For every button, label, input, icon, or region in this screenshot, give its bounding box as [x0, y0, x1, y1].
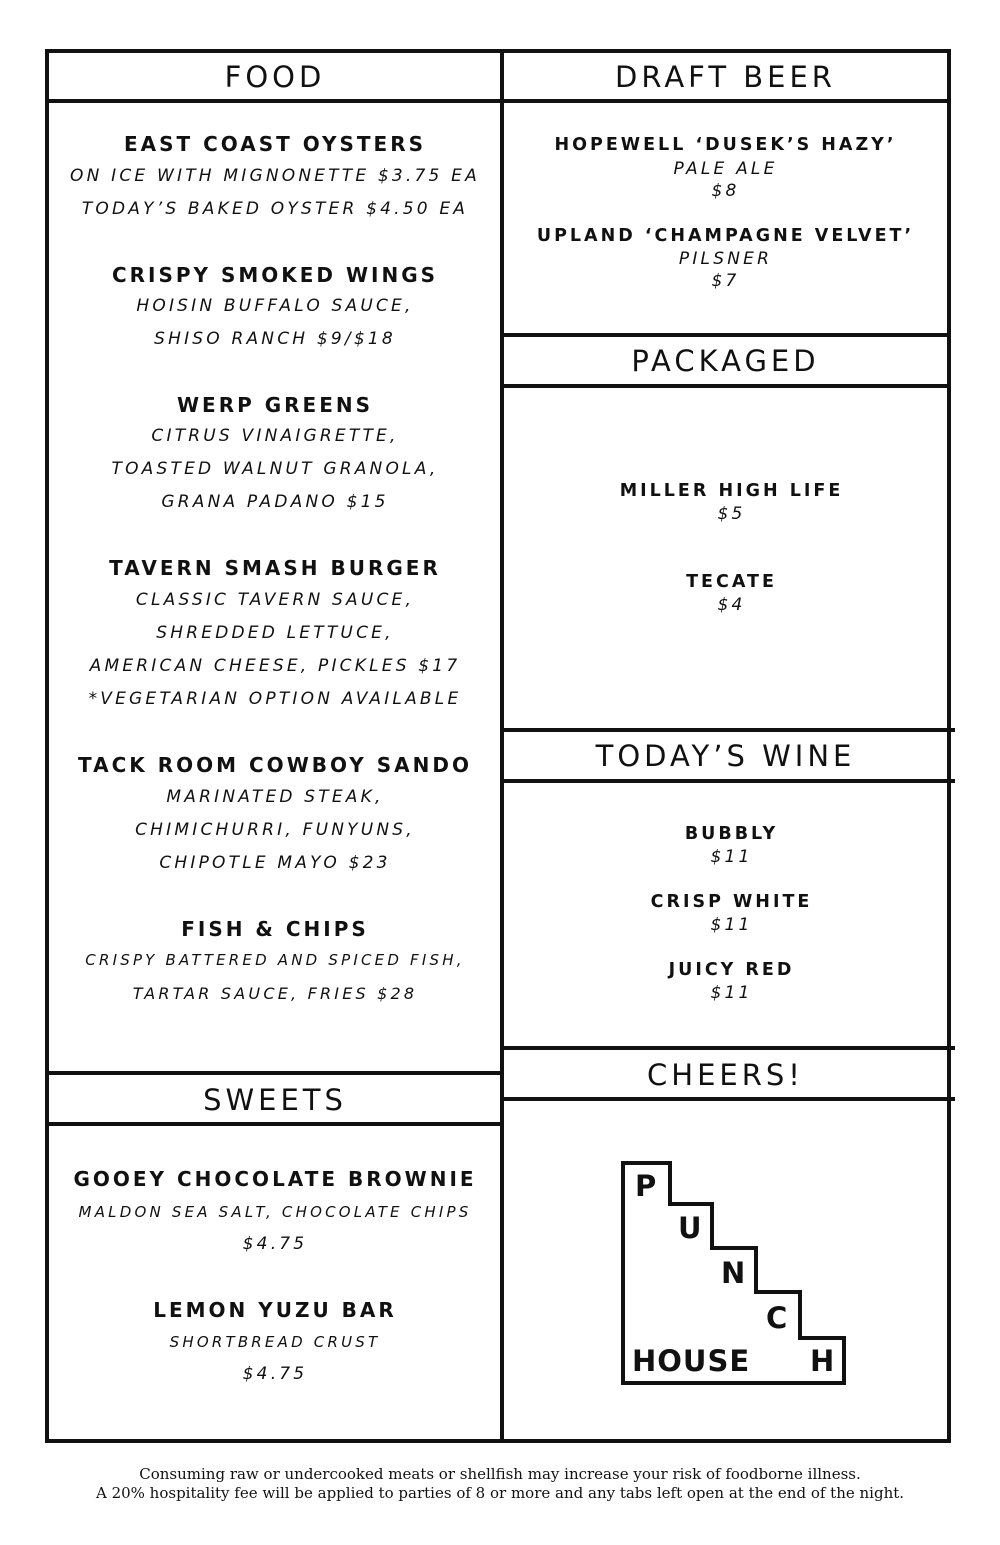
menu-item	[504, 228, 947, 295]
menu-item	[49, 265, 501, 363]
menu-item	[49, 755, 501, 887]
item-description: $11	[710, 983, 753, 1003]
menu-item	[504, 483, 959, 528]
item-name: TACK ROOM COWBOY SANDO	[78, 753, 472, 777]
menu-item	[504, 962, 959, 1007]
menu-item	[504, 826, 959, 871]
item-description: GRANA PADANO $15	[161, 492, 389, 512]
item-description: TODAY’S BAKED OYSTER $4.50 EA	[81, 199, 469, 219]
menu-item	[49, 134, 501, 233]
item-description: $7	[711, 271, 740, 291]
item-description: CRISPY BATTERED AND SPICED FISH,	[85, 951, 465, 969]
menu-item	[49, 1169, 501, 1268]
punch-house-logo	[620, 1160, 850, 1390]
sweets-top-rule	[49, 1071, 501, 1075]
item-description: AMERICAN CHEESE, PICKLES $17	[89, 656, 461, 676]
packaged-heading: PACKAGED	[631, 344, 820, 378]
item-name: CRISP WHITE	[650, 892, 813, 912]
item-description: CHIMICHURRI, FUNYUNS,	[135, 820, 415, 840]
cheers-top-rule	[504, 1046, 955, 1050]
food-list	[49, 134, 501, 1018]
item-description: $8	[711, 181, 740, 201]
item-name: HOPEWELL ‘DUSEK’S HAZY’	[554, 135, 897, 155]
item-description: CITRUS VINAIGRETTE,	[151, 426, 399, 446]
item-description: *VEGETARIAN OPTION AVAILABLE	[88, 689, 462, 709]
item-name: TAVERN SMASH BURGER	[109, 556, 441, 580]
hospitality-fee-note: A 20% hospitality fee will be applied to parties of 8 or more and any tabs left open at the end of the night.	[95, 1484, 905, 1502]
item-description: TOASTED WALNUT GRANOLA,	[111, 459, 439, 479]
item-name: EAST COAST OYSTERS	[123, 132, 427, 156]
item-description: SHREDDED LETTUCE,	[156, 623, 394, 643]
logo-letter-h: H	[810, 1344, 835, 1378]
food-header-rule	[49, 99, 501, 103]
sweets-heading: SWEETS	[203, 1083, 347, 1117]
item-description: CLASSIC TAVERN SAUCE,	[135, 590, 415, 610]
item-description: SHISO RANCH $9/$18	[154, 329, 396, 349]
item-description: HOISIN BUFFALO SAUCE,	[136, 296, 414, 316]
item-description: MARINATED STEAK,	[166, 787, 384, 807]
menu-item	[504, 894, 959, 939]
draft-beer-list	[504, 137, 947, 295]
menu-item	[49, 395, 501, 526]
item-name: TECATE	[686, 572, 777, 592]
item-name: GOOEY CHOCOLATE BROWNIE	[73, 1167, 477, 1191]
item-description: $11	[710, 915, 753, 935]
item-name: UPLAND ‘CHAMPAGNE VELVET’	[536, 226, 915, 246]
item-name: CRISPY SMOKED WINGS	[111, 263, 439, 287]
logo-word-house: HOUSE	[632, 1344, 751, 1378]
sweets-header-rule	[49, 1122, 501, 1126]
cheers-header-rule	[504, 1097, 955, 1101]
wine-list	[504, 826, 959, 1007]
sweets-list	[49, 1169, 501, 1398]
menu-item	[49, 1300, 501, 1398]
item-description: PILSNER	[678, 249, 773, 269]
item-description: SHORTBREAD CRUST	[169, 1333, 381, 1351]
item-description: $5	[717, 504, 746, 524]
beer-header-rule	[504, 99, 947, 103]
item-description: $4	[717, 595, 746, 615]
item-description: CHIPOTLE MAYO $23	[159, 853, 391, 873]
wine-header-rule	[504, 779, 955, 783]
item-description: $4.75	[242, 1234, 308, 1254]
item-description: PALE ALE	[673, 159, 778, 179]
item-description: ON ICE WITH MIGNONETTE $3.75 EA	[70, 166, 480, 186]
menu-item	[504, 137, 947, 205]
item-name: BUBBLY	[684, 824, 779, 844]
raw-food-warning: Consuming raw or undercooked meats or shellfish may increase your risk of foodborne illness.	[139, 1465, 861, 1483]
packaged-list	[504, 483, 959, 619]
footer-disclaimer	[0, 1465, 1000, 1503]
item-name: LEMON YUZU BAR	[153, 1298, 397, 1322]
logo-letter-p: P	[635, 1169, 657, 1203]
item-name: MILLER HIGH LIFE	[619, 481, 844, 501]
food-heading: FOOD	[224, 60, 326, 94]
menu-item	[49, 558, 501, 723]
item-description: $4.75	[242, 1364, 308, 1384]
item-description: MALDON SEA SALT, CHOCOLATE CHIPS	[78, 1203, 472, 1221]
logo-letter-n: N	[721, 1256, 746, 1290]
packaged-header-rule	[504, 384, 947, 388]
item-name: JUICY RED	[668, 960, 795, 980]
item-name: FISH & CHIPS	[181, 917, 369, 941]
menu-item	[49, 919, 501, 1018]
menu-item	[504, 574, 959, 619]
packaged-top-rule	[504, 333, 947, 337]
logo-letter-c: C	[766, 1301, 788, 1335]
wine-top-rule	[504, 728, 955, 732]
item-description: TARTAR SAUCE, FRIES $28	[132, 984, 418, 1003]
logo-letter-u: U	[678, 1211, 702, 1245]
item-description: $11	[710, 847, 753, 867]
wine-heading: TODAY’S WINE	[595, 739, 856, 773]
item-name: WERP GREENS	[176, 393, 374, 417]
cheers-heading: CHEERS!	[647, 1058, 804, 1092]
draft-beer-heading: DRAFT BEER	[615, 60, 836, 94]
